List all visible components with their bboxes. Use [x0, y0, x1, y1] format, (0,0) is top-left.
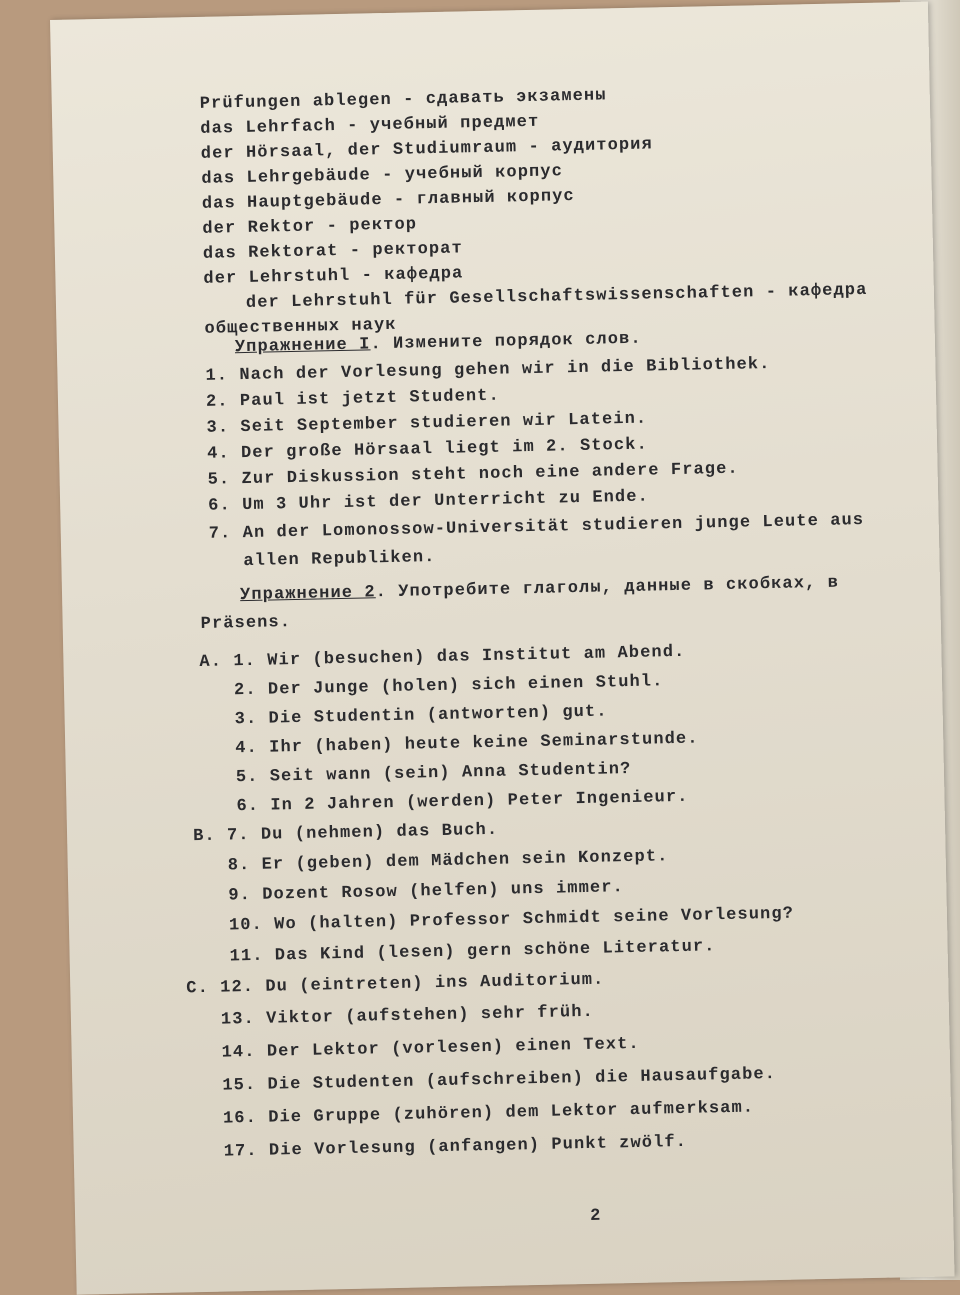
exercise-2-item: 14. Der Lektor (vorlesen) einen Text.: [221, 1034, 640, 1063]
exercise-2-item: 15. Die Studenten (aufschreiben) die Hausaufgabe.: [222, 1065, 777, 1096]
vocab-line: das Lehrfach - учебный предмет: [200, 112, 540, 139]
vocab-line: Prüfungen ablegen - сдавать экзамены: [199, 86, 607, 114]
vocab-line: das Rektorat - ректорат: [202, 239, 464, 264]
exercise-2-heading: [240, 574, 839, 606]
vocab-line: das Lehrgebäude - учебный корпус: [201, 162, 564, 189]
exercise-2-item: 10. Wo (halten) Professor Schmidt seine Vorlesung?: [228, 904, 795, 936]
vocab-line: общественных наук: [204, 315, 397, 339]
page-number: 2: [589, 1206, 602, 1226]
exercise-1-instruction: . Измените порядок слов.: [370, 329, 642, 355]
exercise-2-item: 4. Ihr (haben) heute keine Seminarstunde.: [235, 729, 699, 759]
vocab-line: der Lehrstuhl für Gesellschaftswissenschaften - кафедра: [245, 280, 868, 313]
exercise-1-item: 2. Paul ist jetzt Student.: [205, 386, 501, 412]
exercise-2-title: Упражнение 2: [239, 583, 376, 606]
exercise-2-item: 8. Er (geben) dem Mädchen sein Konzept.: [227, 847, 669, 876]
exercise-1-item: 5. Zur Diskussion steht noch eine andere Frage.: [207, 459, 739, 490]
exercise-2-instruction-cont: Präsens.: [200, 613, 292, 634]
exercise-1-item: 1. Nach der Vorlesung gehen wir in die Bibliothek.: [205, 354, 771, 386]
vocab-line: der Hörsaal, der Studiumraum - аудитория: [200, 135, 654, 164]
exercise-2-item: A. 1. Wir (besuchen) das Institut am Abend.: [199, 642, 686, 673]
exercise-2-item: 5. Seit wann (sein) Anna Studentin?: [235, 759, 632, 788]
exercise-1-title: Упражнение I: [234, 335, 371, 358]
exercise-1-item: 6. Um 3 Uhr ist der Unterricht zu Ende.: [208, 487, 650, 516]
exercise-2-item: 16. Die Gruppe (zuhören) dem Lektor aufmerksam.: [222, 1098, 755, 1129]
exercise-1-item-cont: allen Republiken.: [243, 548, 436, 572]
vocab-line: das Hauptgebäude - главный корпус: [201, 187, 575, 214]
exercise-1-item: 3. Seit September studieren wir Latein.: [206, 409, 648, 438]
exercise-2-item: 17. Die Vorlesung (anfangen) Punkt zwölf.: [223, 1132, 688, 1162]
exercise-2-item: 11. Das Kind (lesen) gern schöne Literatur.: [229, 937, 716, 967]
vocab-line: der Rektor - ректор: [202, 215, 418, 239]
exercise-2-item: 6. In 2 Jahren (werden) Peter Ingenieur.: [236, 787, 689, 817]
exercise-2-item: 2. Der Junge (holen) sich einen Stuhl.: [233, 672, 664, 701]
exercise-2-item: 13. Viktor (aufstehen) sehr früh.: [220, 1002, 595, 1030]
exercise-2-instruction: . Употребите глаголы, данные в скобках, в: [375, 573, 840, 603]
exercise-2-item: 9. Dozent Rosow (helfen) uns immer.: [228, 878, 625, 906]
document-page: [50, 2, 955, 1295]
vocab-line: der Lehrstuhl - кафедра: [203, 264, 464, 289]
exercise-2-item: B. 7. Du (nehmen) das Buch.: [192, 820, 499, 847]
exercise-2-item: 3. Die Studentin (antworten) gut.: [234, 702, 608, 730]
exercise-2-item: C. 12. Du (eintreten) ins Auditorium.: [186, 970, 605, 999]
exercise-1-item: 4. Der große Hörsaal liegt im 2. Stock.: [206, 435, 648, 464]
exercise-1-item: 7. An der Lomonossow-Universität studieren junge Leute aus: [208, 511, 865, 544]
